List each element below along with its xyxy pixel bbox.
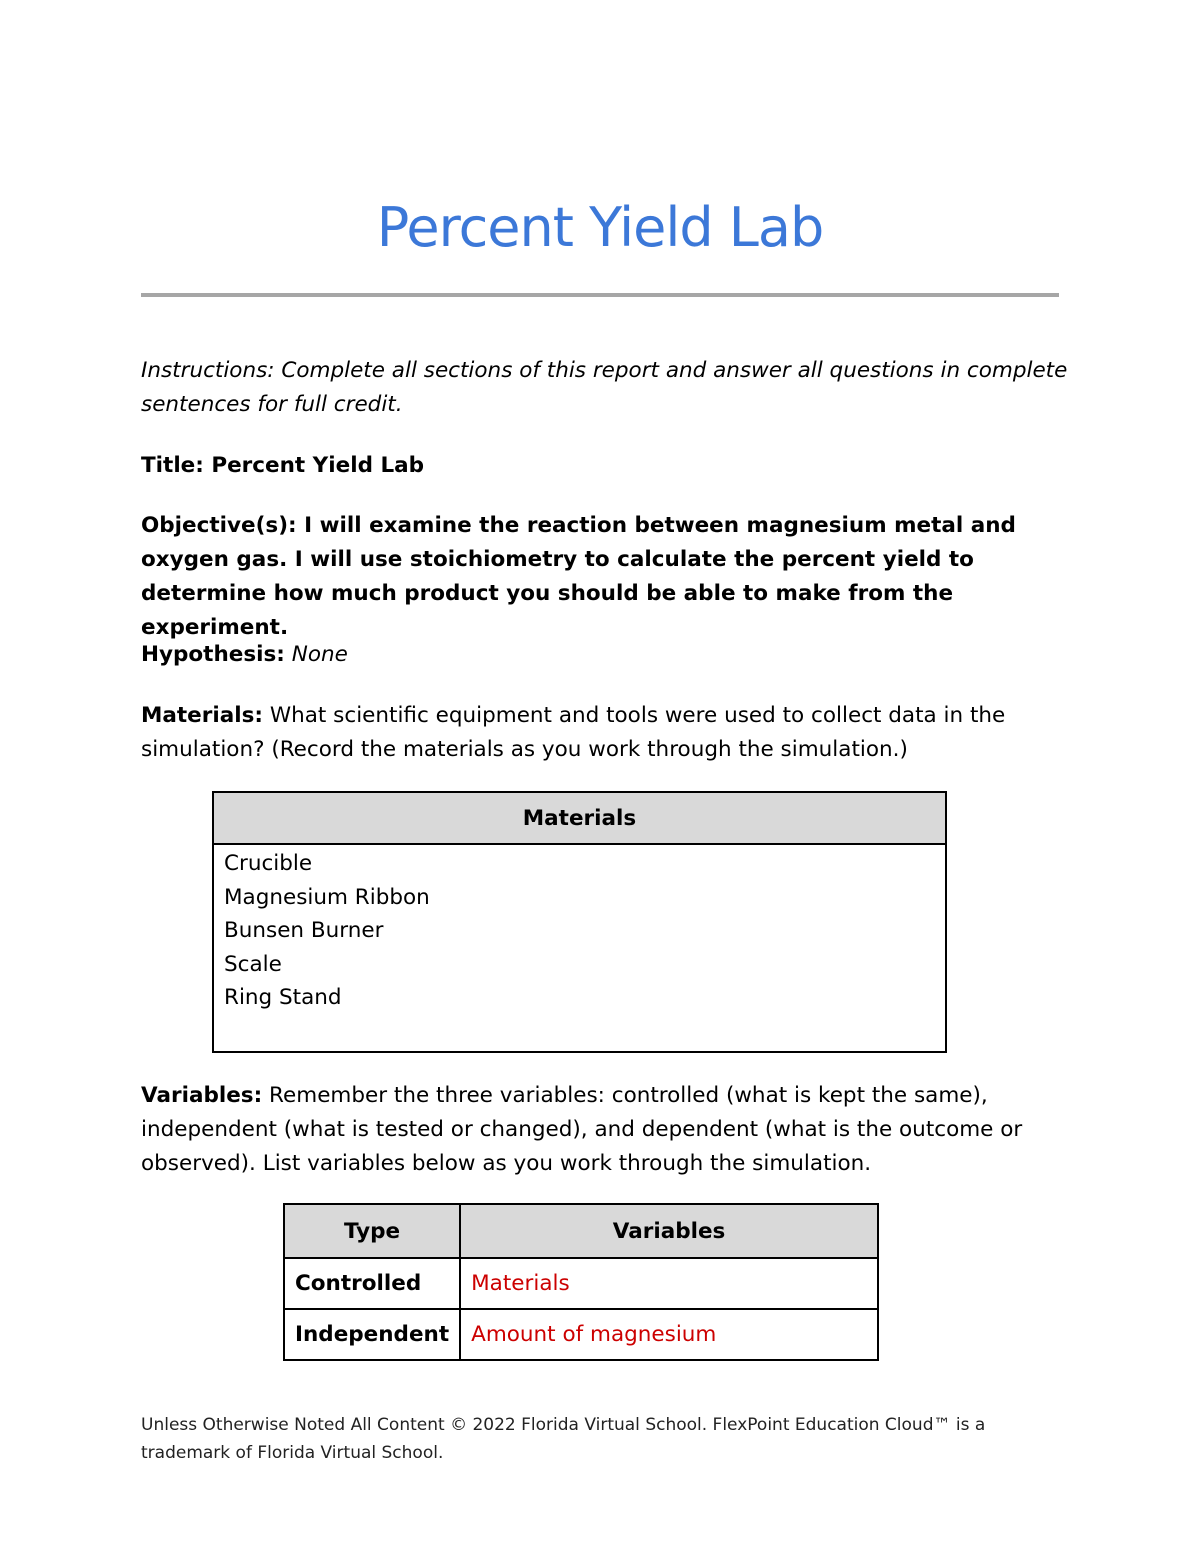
- page-title: Percent Yield Lab: [376, 196, 824, 259]
- table-row: [284, 1309, 878, 1360]
- hypothesis-value: None: [291, 642, 348, 667]
- materials-paragraph: [141, 699, 1071, 767]
- materials-label: Materials:: [141, 703, 264, 728]
- variables-paragraph: [141, 1079, 1071, 1181]
- objective-text: Objective(s): I will examine the reaction between magnesium metal and oxygen gas. I will use stoichiometry to calculate the percent yield to determine how much product you should be able to make from the experiment.: [141, 513, 1016, 640]
- material-item: Scale: [224, 951, 282, 977]
- variables-table: [283, 1203, 879, 1361]
- type-column-header: Type: [284, 1204, 460, 1258]
- title-divider: [141, 293, 1059, 297]
- materials-text: What scientific equipment and tools were used to collect data in the simulation? (Record the materials as you work through the simulation.): [141, 703, 1006, 762]
- materials-table: [212, 791, 947, 1053]
- material-item: Crucible: [224, 851, 313, 876]
- instructions-text: Instructions: Complete all sections of this report and answer all questions in complete sentences for full credit.: [141, 358, 1068, 417]
- table-row: [284, 1258, 878, 1309]
- materials-table-header: Materials: [213, 792, 946, 844]
- material-item: Bunsen Burner: [224, 918, 384, 943]
- material-item: Magnesium Ribbon: [224, 884, 430, 910]
- report-title-line: Title: Percent Yield Lab: [141, 453, 425, 478]
- variables-label: Variables:: [141, 1083, 263, 1108]
- hypothesis-label: Hypothesis:: [141, 642, 285, 667]
- variable-type-cell: Controlled: [284, 1258, 460, 1309]
- variables-column-header: Variables: [460, 1204, 878, 1258]
- materials-list-cell[interactable]: [213, 844, 946, 1052]
- variable-value-cell[interactable]: Amount of magnesium: [460, 1309, 878, 1360]
- variables-text: Remember the three variables: controlled (what is kept the same), independent (what is tested or changed), and dependent (what is the outcome or observed). List variables below as you work through the simulation.: [141, 1083, 1023, 1176]
- variable-value-cell[interactable]: Materials: [460, 1258, 878, 1309]
- material-item: Ring Stand: [224, 985, 342, 1010]
- copyright-footer: Unless Otherwise Noted All Content © 2022 Florida Virtual School. FlexPoint Education Cloud™ is a trademark of Florida Virtual School.: [141, 1415, 986, 1463]
- variable-type-cell: Independent: [284, 1309, 460, 1360]
- hypothesis-line: [141, 638, 1071, 672]
